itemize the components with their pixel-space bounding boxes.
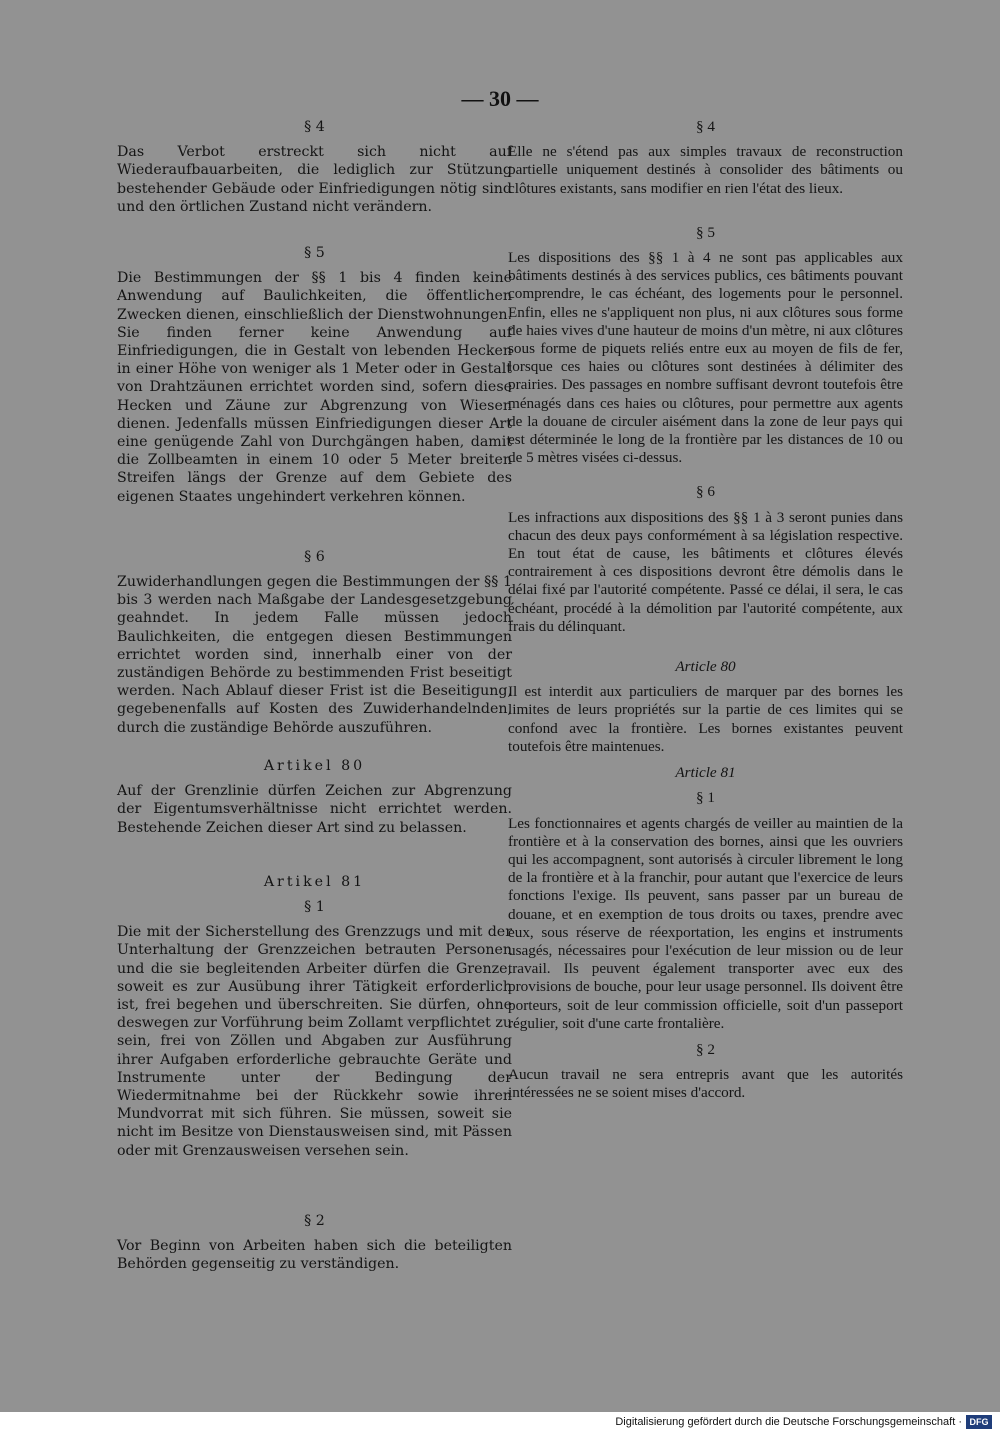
fr-section-4-heading: § 4 xyxy=(696,118,715,135)
fr-article-81-heading: Article 81 xyxy=(675,764,736,782)
footer-credit: Digitalisierung gefördert durch die Deutsche Forschungsgemeinschaft · xyxy=(615,1416,962,1428)
french-column xyxy=(508,118,903,1103)
fr-section-6-heading: § 6 xyxy=(696,483,715,501)
de-article-81-section-2-heading: § 2 xyxy=(304,1212,325,1229)
footer-bar xyxy=(0,1412,1000,1434)
dfg-logo: DFG xyxy=(966,1415,992,1429)
fr-section-4-text: Elle ne s'étend pas aux simples travaux de reconstruction partielle uniquement destinés à consolider des bâtiments ou clôtures existants, sans modifier en rien l'état des lieux. xyxy=(508,143,903,197)
fr-article-80-heading: Article 80 xyxy=(675,658,736,676)
fr-section-6-text: Les infractions aux dispositions des §§ 1 à 3 seront punies dans chacun des deux pays conformément à sa législation respective. En tout état de cause, les bâtiments et clôtures élevés contrairement à ces dispositions devront être démolis dans le délai fixé par l'autorité compétente. Passé ce délai, il sera, le cas échéant, procédé à la démolition par l'autorité compétente, aux frais du délinquant. xyxy=(508,508,903,635)
de-article-80-text: Auf der Grenzlinie dürfen Zeichen zur Abgrenzung der Eigentumsverhältnisse nicht errichtet werden. Bestehende Zeichen dieser Art sind zu belassen. xyxy=(117,783,512,836)
fr-section-5-text: Les dispositions des §§ 1 à 4 ne sont pas applicables aux bâtiments destinés à des services publics, ces bâtiments pouvant comprendre, le cas échéant, des logements pour le personnel. Enfin, elles ne s'appliquent non plus, ni aux clôtures sous forme de haies vives d'une hauteur de moins d'un mètre, ni aux clôtures sous forme de piquets reliés entre eux au moyen de fils de fer, lorsque ces haies ou clôtures sont destinées à délimiter des prairies. Des passages en nombre suffisant devront toutefois être ménagés dans ces haies ou clôtures, pour permettre aux agents de la douane de circuler aisément dans la zone de leur pays qui est déterminée le long de la frontière par les distances de 10 ou de 5 mètres visées ci-dessus. xyxy=(508,249,903,467)
de-article-81-section-2-text: Vor Beginn von Arbeiten haben sich die beteiligten Behörden gegenseitig zu verständigen. xyxy=(117,1237,512,1273)
fr-article-81-section-2-heading: § 2 xyxy=(696,1040,715,1058)
fr-article-81-section-2-text: Aucun travail ne sera entrepris avant que les autorités intéressées ne se soient mises d'accord. xyxy=(508,1066,903,1102)
de-section-4-text: Das Verbot erstreckt sich nicht auf Wiederaufbauarbeiten, die lediglich zur Stützung bestehender Gebäude oder Einfriedigungen nötig sind und den örtlichen Zustand nicht verändern. xyxy=(117,144,512,215)
de-article-81-section-1-text: Die mit der Sicherstellung des Grenzzugs und mit der Unterhaltung der Grenzzeichen betrauten Personen und die sie begleitenden Arbeiter dürfen die Grenze, soweit es zur Ausübung ihrer Tätigkeit erforderlich ist, frei begehen und überschreiten. Sie dürfen, ohne deswegen zur Vorführung beim Zollamt verpflichtet zu sein, frei von Zöllen und Abgaben zur Ausführung ihrer Aufgaben erforderliche gebrauchte Geräte und Instrumente unter der Bedingung der Wiedermitnahme bei der Rückkehr sowie ihren Mundvorrat mit sich führen. Sie müssen, soweit sie nicht im Besitze von Dienstausweisen sind, mit Pässen oder mit Grenzausweisen versehen sein. xyxy=(117,924,512,1159)
de-section-6-heading: § 6 xyxy=(304,548,325,565)
de-section-5-text: Die Bestimmungen der §§ 1 bis 4 finden keine Anwendung auf Baulichkeiten, die öffentlichen Zwecken dienen, einschließlich der Dienstwohnungen. Sie finden ferner keine Anwendung auf Einfriedigungen, die in Gestalt von lebenden Hecken in einer Höhe von weniger als 1 Meter oder in Gestalt von Drahtzäunen errichtet worden sind, sofern diese Hecken und Zäune zur Abgrenzung von Wiesen dienen. Jedenfalls müssen Einfriedigungen dieser Art eine genügende Zahl von Durchgängen haben, damit die Zollbeamten in einem 10 oder 5 Meter breiten Streifen längs der Grenze auf dem Gebiete des eigenen Staates ungehindert verkehren können. xyxy=(117,270,512,505)
de-article-81-heading: Artikel 81 xyxy=(263,873,366,890)
de-section-5-heading: § 5 xyxy=(304,245,325,262)
de-article-80-heading: Artikel 80 xyxy=(263,757,366,774)
fr-article-80-text: Il est interdit aux particuliers de marquer par des bornes les limites de leurs propriétés sur la partie de ces limites qui se confond avec la frontière. Les bornes existantes peuvent toutefois être maintenues. xyxy=(508,683,903,755)
de-section-4-heading: § 4 xyxy=(304,119,325,135)
de-section-6-text: Zuwiderhandlungen gegen die Bestimmungen der §§ 1 bis 3 werden nach Maßgabe der Landesgesetzgebung geahndet. In jedem Falle müssen jedoch Baulichkeiten, die entgegen diesen Bestimmungen errichtet worden sind, innerhalb einer von der zuständigen Behörde zu bestimmenden Frist beseitigt werden. Nach Ablauf dieser Frist ist die Beseitigung, gegebenenfalls auf Kosten des Zuwiderhandelnden, durch die zuständige Behörde auszuführen. xyxy=(117,574,512,736)
page-number: — 30 — xyxy=(461,86,539,111)
fr-article-81-section-1-heading: § 1 xyxy=(696,789,715,807)
fr-article-81-section-1-text: Les fonctionnaires et agents chargés de veiller au maintien de la frontière et à la conservation des bornes, ainsi que les ouvriers qui les accompagnent, sont autorisés à circuler librement le long de la frontière et à la franchir, pour autant que l'exercice de leurs fonctions l'exige. Ils peuvent, sans passer par un bureau de douane, et en exemption de tous droits ou taxes, prendre avec eux, sous réserve de réexportation, les engins et instruments usagés, nécessaires pour l'exécution de leur mission ou de leur travail. Ils peuvent également transporter avec eux des provisions de bouche, pour leur usage personnel. Ils doivent être porteurs, soit de leur commission officielle, soit d'un passeport régulier, soit d'une carte frontalière. xyxy=(508,814,903,1032)
de-article-81-section-1-heading: § 1 xyxy=(304,898,325,915)
german-column xyxy=(117,118,512,1273)
fr-section-5-heading: § 5 xyxy=(696,223,715,241)
